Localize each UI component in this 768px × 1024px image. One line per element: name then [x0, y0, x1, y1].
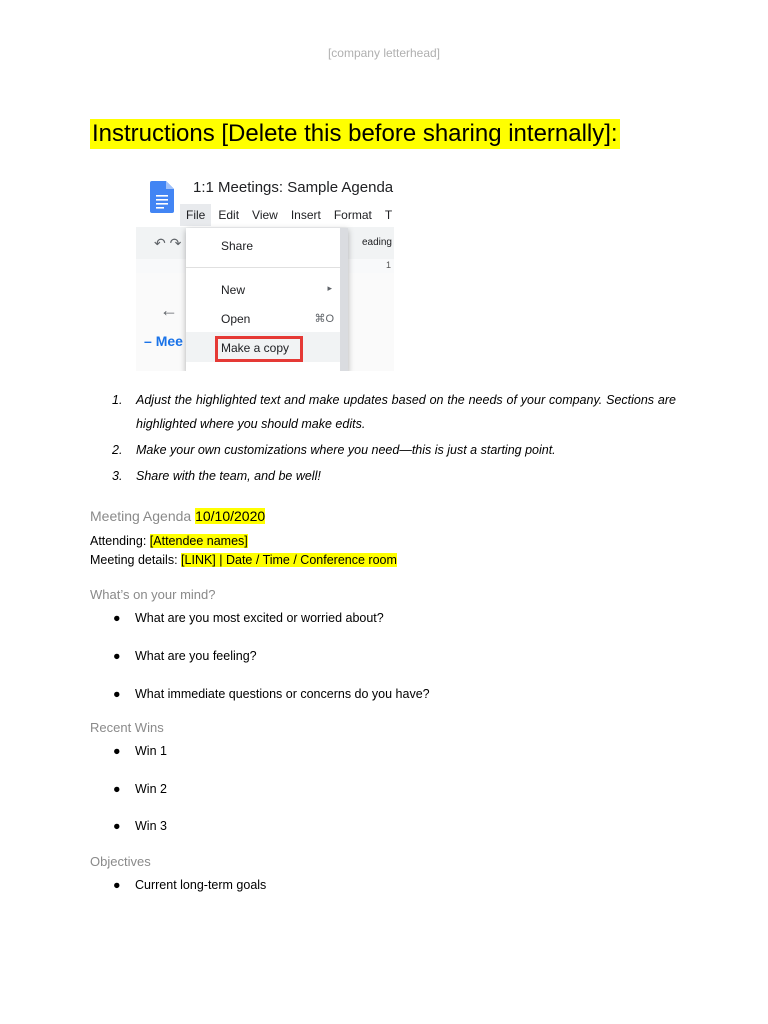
menu-tools[interactable]: T: [384, 208, 393, 222]
section-title-mind: What’s on your mind?: [90, 587, 216, 602]
instruction-step: 3. Share with the team, and be well!: [112, 469, 321, 483]
paragraph-style-dropdown[interactable]: eading: [361, 237, 392, 248]
list-item: ● What immediate questions or concerns do you have?: [113, 687, 430, 701]
list-item: ● Win 1: [113, 744, 167, 758]
bullet-icon: ●: [113, 649, 121, 663]
menu-edit[interactable]: Edit: [218, 208, 240, 222]
doc-title: 1:1 Meetings: Sample Agenda: [193, 179, 394, 196]
list-item: ● Win 2: [113, 782, 167, 796]
google-docs-screenshot: [136, 173, 394, 371]
bullet-icon: ●: [113, 744, 121, 758]
menu-format[interactable]: Format: [333, 208, 372, 222]
meeting-date: 10/10/2020: [195, 508, 266, 524]
instructions-list: [110, 388, 676, 490]
section-title-wins: Recent Wins: [90, 720, 164, 735]
meeting-details-line: Meeting details: [LINK] | Date / Time / Conference room: [90, 553, 397, 567]
menu-item-open[interactable]: Open: [221, 312, 251, 326]
section-title-objectives: Objectives: [90, 854, 151, 869]
undo-icon[interactable]: ↶ ↷: [154, 235, 182, 251]
list-item: ● Win 3: [113, 819, 167, 833]
attendee-names: [Attendee names]: [149, 534, 248, 548]
meeting-details-value: [LINK] | Date / Time / Conference room: [181, 553, 397, 567]
submenu-arrow-icon: ▸: [327, 283, 332, 293]
menu-view[interactable]: View: [252, 208, 278, 222]
bullet-icon: ●: [113, 611, 121, 625]
open-shortcut: ⌘O: [314, 313, 334, 325]
bullet-icon: ●: [113, 819, 121, 833]
company-letterhead: [company letterhead]: [327, 46, 441, 60]
instructions-title: Instructions [Delete this before sharing internally]:: [92, 120, 618, 147]
list-item: ● Current long-term goals: [113, 878, 267, 892]
google-docs-icon: [150, 181, 174, 213]
menu-item-make-a-copy[interactable]: Make a copy: [221, 341, 290, 355]
list-item: ● What are you most excited or worried about?: [113, 611, 384, 625]
make-a-copy-highlight-box: [215, 336, 303, 362]
meeting-agenda-heading: Meeting Agenda 10/10/2020: [90, 508, 266, 524]
menu-item-new[interactable]: New: [221, 283, 246, 297]
bullet-icon: ●: [113, 878, 121, 892]
menu-file[interactable]: File: [180, 204, 211, 226]
list-item: ● What are you feeling?: [113, 649, 257, 663]
bullet-icon: ●: [113, 687, 121, 701]
instruction-step: 1. Adjust the highlighted text and make updates based on the needs of your company. Sections are highlighted where you should make edits.: [112, 393, 676, 431]
menu-item-share[interactable]: Share: [221, 239, 254, 253]
menu-scrollbar[interactable]: [340, 228, 348, 371]
document-outline-heading: – Mee: [144, 333, 183, 349]
attending-line: Attending: [Attendee names]: [90, 534, 248, 548]
back-arrow-icon[interactable]: ←: [160, 300, 178, 320]
menu-separator: [186, 267, 348, 268]
instruction-step: 2. Make your own customizations where you need—this is just a starting point.: [112, 443, 556, 457]
docs-menubar: [186, 204, 394, 226]
ruler-number: 1: [385, 260, 391, 270]
bullet-icon: ●: [113, 782, 121, 796]
menu-insert[interactable]: Insert: [290, 208, 321, 222]
